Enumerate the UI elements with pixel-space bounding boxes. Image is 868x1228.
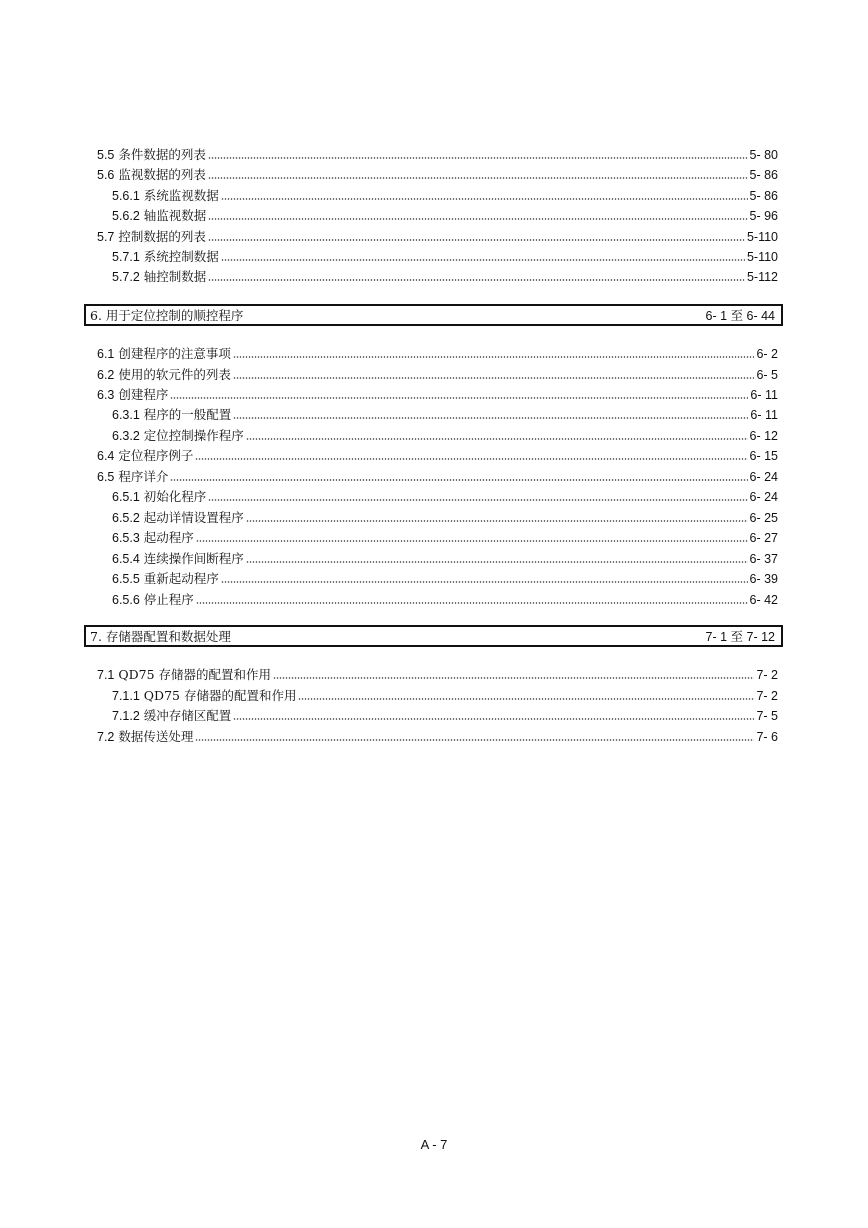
toc-subentry[interactable]: 6.5.1 初始化程序 6- 24 — [112, 489, 778, 504]
dot-leader — [208, 156, 748, 160]
toc-entry[interactable]: 7.2 数据传送处理 7- 6 — [97, 729, 778, 744]
toc-entry[interactable]: 5.7 控制数据的列表 5-110 — [97, 229, 778, 244]
toc-page-number: 6- 15 — [749, 449, 778, 463]
toc-page-number: 6- 25 — [749, 511, 778, 525]
toc-page-number: 6- 42 — [749, 593, 778, 607]
toc-entry[interactable]: 6.1 创建程序的注意事项 6- 2 — [97, 346, 778, 361]
chapter-heading-6[interactable] — [84, 304, 783, 326]
toc-page-number: 6- 5 — [756, 368, 778, 382]
toc-subentry[interactable]: 5.6.2 轴监视数据 5- 96 — [112, 208, 778, 223]
toc-subentry[interactable]: 6.3.2 定位控制操作程序 6- 12 — [112, 428, 778, 443]
toc-subentry[interactable]: 6.3.1 程序的一般配置 6- 11 — [112, 407, 778, 422]
toc-page-number: 6- 39 — [749, 572, 778, 586]
dot-leader — [246, 560, 748, 564]
page-number: A - 7 — [420, 1137, 448, 1152]
toc-subentry[interactable]: 5.7.2 轴控制数据 5-112 — [112, 269, 778, 284]
toc-page-number: 5- 96 — [749, 209, 778, 223]
toc-page-number: 5- 80 — [749, 148, 778, 162]
toc-entry[interactable]: 5.5 条件数据的列表 5- 80 — [97, 147, 778, 162]
toc-entry[interactable]: 6.4 定位程序例子 6- 15 — [97, 448, 778, 463]
dot-leader — [221, 580, 748, 584]
chapter-title: 7. 存储器配置和数据处理 — [90, 629, 231, 644]
dot-leader — [221, 197, 748, 201]
chapter-page-range: 6- 1 至 6- 44 — [705, 309, 775, 323]
toc-page-number: 5-110 — [746, 230, 778, 244]
dot-leader — [246, 437, 748, 441]
toc-page-number: 6- 27 — [749, 531, 778, 545]
dot-leader — [170, 396, 748, 400]
dot-leader — [298, 697, 754, 701]
chapter-title: 6. 用于定位控制的顺控程序 — [90, 308, 244, 323]
toc-subentry[interactable]: 7.1.1 QD75 存储器的配置和作用 7- 2 — [112, 688, 778, 703]
toc-subentry[interactable]: 7.1.2 缓冲存储区配置 7- 5 — [112, 708, 778, 723]
toc-page-number: 5-112 — [746, 270, 778, 284]
dot-leader — [233, 355, 755, 359]
dot-leader — [195, 457, 747, 461]
toc-page-number: 6- 24 — [749, 470, 778, 484]
dot-leader — [196, 539, 748, 543]
dot-leader — [273, 676, 754, 680]
toc-subentry[interactable]: 5.6.1 系统监视数据 5- 86 — [112, 188, 778, 203]
toc-subentry[interactable]: 6.5.5 重新起动程序 6- 39 — [112, 571, 778, 586]
toc-page-number: 7- 5 — [756, 709, 778, 723]
dot-leader — [208, 278, 745, 282]
dot-leader — [208, 217, 747, 221]
toc-page-number: 7- 6 — [756, 730, 778, 744]
dot-leader — [233, 416, 748, 420]
dot-leader — [170, 478, 747, 482]
toc-page-number: 7- 2 — [756, 689, 778, 703]
dot-leader — [196, 601, 748, 605]
toc-entry[interactable]: 6.3 创建程序 6- 11 — [97, 387, 778, 402]
toc-page-number: 5-110 — [746, 250, 778, 264]
toc-subentry[interactable]: 5.7.1 系统控制数据 5-110 — [112, 249, 778, 264]
toc-page-number: 6- 12 — [749, 429, 778, 443]
toc-entry[interactable]: 6.5 程序详介 6- 24 — [97, 469, 778, 484]
toc-page-number: 6- 24 — [749, 490, 778, 504]
toc-page-number: 6- 37 — [749, 552, 778, 566]
chapter-page-range: 7- 1 至 7- 12 — [705, 630, 775, 644]
toc-page-number: 6- 2 — [756, 347, 778, 361]
toc-entry[interactable]: 5.6 监视数据的列表 5- 86 — [97, 167, 778, 182]
toc-page-number: 5- 86 — [749, 168, 778, 182]
toc-subentry[interactable]: 6.5.4 连续操作间断程序 6- 37 — [112, 551, 778, 566]
toc-entry[interactable]: 6.2 使用的软元件的列表 6- 5 — [97, 367, 778, 382]
toc-page-number: 5- 86 — [749, 189, 778, 203]
dot-leader — [208, 176, 748, 180]
dot-leader — [246, 519, 748, 523]
toc-page-number: 6- 11 — [750, 408, 778, 422]
toc-subentry[interactable]: 6.5.2 起动详情设置程序 6- 25 — [112, 510, 778, 525]
dot-leader — [195, 738, 754, 742]
toc-subentry[interactable]: 6.5.3 起动程序 6- 27 — [112, 530, 778, 545]
dot-leader — [221, 258, 745, 262]
dot-leader — [233, 376, 755, 380]
toc-subentry[interactable]: 6.5.6 停止程序 6- 42 — [112, 592, 778, 607]
chapter-heading-7[interactable] — [84, 625, 783, 647]
toc-page-number: 7- 2 — [756, 668, 778, 682]
dot-leader — [233, 717, 754, 721]
toc-entry[interactable]: 7.1 QD75 存储器的配置和作用 7- 2 — [97, 667, 778, 682]
toc-page-number: 6- 11 — [750, 388, 778, 402]
dot-leader — [208, 498, 747, 502]
dot-leader — [208, 238, 745, 242]
